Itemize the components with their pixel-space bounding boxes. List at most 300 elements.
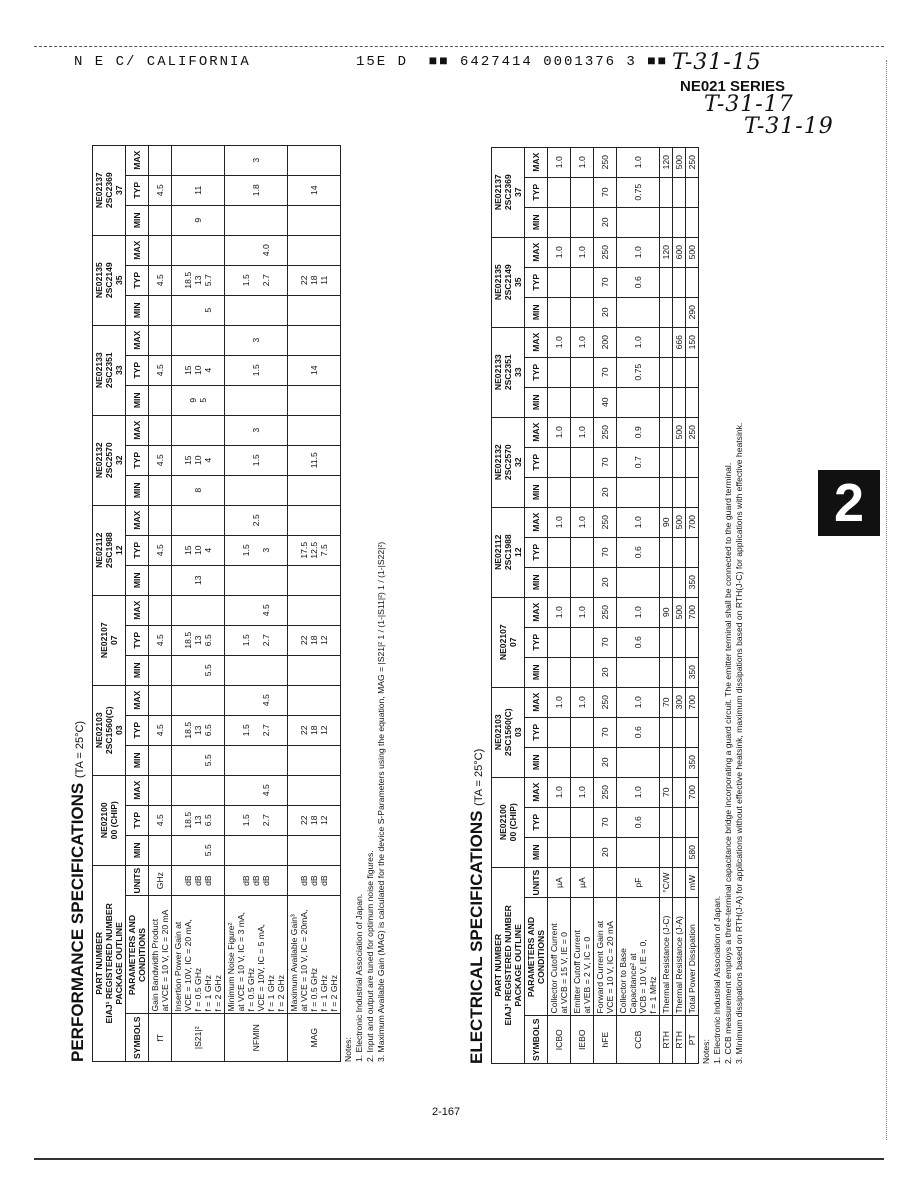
value-cell	[548, 747, 571, 777]
value-cell	[673, 777, 686, 807]
min-typ-max-header: MIN	[525, 477, 548, 507]
value-cell: 0.6	[617, 627, 660, 657]
value-cell: 1.0	[617, 237, 660, 267]
min-typ-max-header: TYP	[126, 175, 149, 205]
value-cell	[571, 537, 594, 567]
value-cell	[673, 747, 686, 777]
units-cell: GHz	[149, 865, 172, 896]
value-cell: 250	[594, 687, 617, 717]
min-typ-max-header: TYP	[525, 177, 548, 207]
value-cell: 250	[594, 597, 617, 627]
value-cell	[571, 297, 594, 327]
value-cell	[617, 747, 660, 777]
part-header: NE02132 2SC2570 32	[93, 415, 126, 505]
value-cell: 250	[594, 777, 617, 807]
value-cell: 22 18 12	[288, 805, 341, 835]
units-cell: µA	[571, 867, 594, 898]
note-item: 2. Input and output are tuned for optimum noise figures.	[365, 850, 375, 1062]
notes	[343, 130, 387, 1062]
value-cell	[673, 267, 686, 297]
min-typ-max-header: TYP	[525, 627, 548, 657]
table-row	[288, 145, 341, 1061]
value-cell	[673, 537, 686, 567]
value-cell	[548, 717, 571, 747]
part-header: NE02103 2SC1560(C) 03	[492, 687, 525, 777]
table-row	[594, 147, 617, 1063]
value-cell: 4.5	[149, 535, 172, 565]
value-cell	[149, 685, 172, 715]
min-typ-max-header: MAX	[126, 685, 149, 715]
value-cell: 4.5	[149, 715, 172, 745]
symbols-header: SYMBOLS	[126, 1014, 149, 1062]
value-cell: 1.0	[548, 597, 571, 627]
parameter-cell: Gain Bandwidth Product at VCE = 10 V, IC = 20 mA	[149, 896, 172, 1014]
value-cell: 70	[594, 267, 617, 297]
value-cell	[660, 747, 673, 777]
min-typ-max-header: TYP	[126, 355, 149, 385]
value-cell	[673, 627, 686, 657]
min-typ-max-header: MIN	[126, 475, 149, 505]
value-cell: 700	[686, 687, 699, 717]
value-cell	[571, 477, 594, 507]
part-header: NE02112 2SC1988 12	[492, 507, 525, 597]
value-cell	[548, 447, 571, 477]
value-cell	[288, 745, 341, 775]
series-title: NE021 SERIES	[680, 78, 786, 95]
value-cell: 1.0	[548, 777, 571, 807]
min-typ-max-header: MAX	[126, 235, 149, 265]
value-cell	[660, 207, 673, 237]
value-cell	[149, 385, 172, 415]
value-cell	[660, 177, 673, 207]
value-cell: 1.0	[617, 597, 660, 627]
value-cell: 666	[673, 327, 686, 357]
symbol-cell: NFMIN	[225, 1014, 288, 1062]
value-cell	[660, 357, 673, 387]
value-cell	[149, 325, 172, 355]
min-typ-max-header: TYP	[525, 447, 548, 477]
symbol-cell: RTH	[660, 1016, 673, 1064]
value-cell	[571, 657, 594, 687]
min-typ-max-header: MIN	[525, 297, 548, 327]
value-cell	[673, 807, 686, 837]
value-cell	[548, 357, 571, 387]
units-header: UNITS	[525, 867, 548, 898]
value-cell: 1.5 2.7	[225, 805, 288, 835]
value-cell: 250	[594, 417, 617, 447]
value-cell: 1.0	[571, 147, 594, 177]
value-cell: 20	[594, 207, 617, 237]
min-typ-max-header: MIN	[525, 747, 548, 777]
value-cell: 22 18 12	[288, 625, 341, 655]
min-typ-max-header: MIN	[126, 385, 149, 415]
units-cell: °C/W	[660, 867, 673, 898]
value-cell	[571, 207, 594, 237]
value-cell	[660, 657, 673, 687]
min-typ-max-header: MAX	[126, 145, 149, 175]
value-cell: 0.75	[617, 177, 660, 207]
value-cell: 5.5	[172, 835, 225, 865]
min-typ-max-header: MIN	[126, 295, 149, 325]
value-cell	[660, 537, 673, 567]
parameter-cell: Thermal Resistance (J-C)	[660, 898, 673, 1016]
value-cell: 14	[288, 355, 341, 385]
value-cell	[660, 717, 673, 747]
min-typ-max-header: TYP	[126, 805, 149, 835]
value-cell	[288, 835, 341, 865]
part-header: NE02100 00 (CHIP)	[93, 775, 126, 865]
value-cell	[686, 477, 699, 507]
value-cell	[149, 475, 172, 505]
table-row	[660, 147, 673, 1063]
min-typ-max-header: MAX	[525, 777, 548, 807]
units-header: UNITS	[126, 865, 149, 896]
value-cell	[172, 505, 225, 535]
units-cell	[594, 867, 617, 898]
value-cell	[571, 807, 594, 837]
value-cell	[673, 657, 686, 687]
value-cell: 70	[594, 717, 617, 747]
table-row	[548, 147, 571, 1063]
value-cell	[288, 205, 341, 235]
value-cell: 1.8	[225, 175, 288, 205]
part-header: NE02107 07	[93, 595, 126, 685]
min-typ-max-header: MIN	[126, 565, 149, 595]
value-cell	[617, 297, 660, 327]
min-typ-max-header: MIN	[525, 657, 548, 687]
part-header-label: PART NUMBER EIAJ¹ REGISTERED NUMBER PACKAGE OUTLINE	[492, 867, 525, 1063]
value-cell	[172, 235, 225, 265]
part-header: NE02137 2SC2369 37	[93, 145, 126, 235]
value-cell: 70	[594, 807, 617, 837]
min-typ-max-header: MIN	[525, 837, 548, 867]
min-typ-max-header: MAX	[126, 595, 149, 625]
symbol-cell: IEBO	[571, 1016, 594, 1064]
value-cell: 1.0	[617, 147, 660, 177]
value-cell: 250	[686, 417, 699, 447]
note-item: 1. Electronic Industrial Association of Japan.	[354, 893, 364, 1062]
units-cell	[673, 867, 686, 898]
min-typ-max-header: MIN	[525, 387, 548, 417]
value-cell	[686, 537, 699, 567]
value-cell	[686, 207, 699, 237]
value-cell	[288, 685, 341, 715]
parameter-cell: Emitter Cutoff Current at VEB = 2 V, IC = 0	[571, 898, 594, 1016]
symbol-cell: hFE	[594, 1016, 617, 1064]
value-cell	[571, 747, 594, 777]
table-row	[686, 147, 699, 1063]
value-cell: 1.0	[571, 417, 594, 447]
value-cell: 4.5	[149, 355, 172, 385]
value-cell: 1.0	[617, 687, 660, 717]
value-cell	[225, 475, 288, 505]
units-cell: dB dB dB	[225, 865, 288, 896]
value-cell: 700	[686, 507, 699, 537]
min-typ-max-header: TYP	[126, 445, 149, 475]
value-cell: 300	[673, 687, 686, 717]
note-item: 2. CCB measurement employs a three-terminal capacitance bridge incorporating a guard circuit. The emitter terminal shall be connected to the guard terminal.	[723, 462, 733, 1064]
table-row	[149, 145, 172, 1061]
value-cell: 0.6	[617, 267, 660, 297]
value-cell	[288, 775, 341, 805]
value-cell	[571, 627, 594, 657]
value-cell: 9	[172, 205, 225, 235]
value-cell: 2.5	[225, 505, 288, 535]
value-cell: 1.5 2.7	[225, 265, 288, 295]
value-cell	[548, 567, 571, 597]
value-cell	[225, 655, 288, 685]
symbol-cell: RTH	[673, 1016, 686, 1064]
symbol-cell: ICBO	[548, 1016, 571, 1064]
part-header: NE02107 07	[492, 597, 525, 687]
parameter-cell: Thermal Resistance (J-A)	[673, 898, 686, 1016]
parameters-header: PARAMETERS AND CONDITIONS	[525, 898, 548, 1016]
value-cell: 4.5	[149, 445, 172, 475]
handwritten-note-2: T-31-17	[704, 92, 794, 117]
top-rule	[34, 46, 884, 47]
value-cell	[686, 807, 699, 837]
value-cell: 250	[594, 147, 617, 177]
value-cell: 1.0	[571, 327, 594, 357]
value-cell	[288, 145, 341, 175]
symbol-cell: PT	[686, 1016, 699, 1064]
header-left: N E C/ CALIFORNIA	[74, 54, 251, 70]
value-cell: 3	[225, 145, 288, 175]
value-cell: 0.7	[617, 447, 660, 477]
performance-block	[68, 130, 388, 1062]
value-cell	[673, 567, 686, 597]
value-cell	[660, 297, 673, 327]
units-cell: µA	[548, 867, 571, 898]
min-typ-max-header: MIN	[126, 655, 149, 685]
value-cell	[673, 477, 686, 507]
min-typ-max-header: TYP	[126, 625, 149, 655]
value-cell: 4.5	[225, 595, 288, 625]
value-cell	[686, 387, 699, 417]
value-cell: 250	[594, 237, 617, 267]
value-cell: 1.0	[571, 237, 594, 267]
value-cell	[225, 745, 288, 775]
table-row	[172, 145, 225, 1061]
value-cell	[172, 595, 225, 625]
value-cell	[660, 567, 673, 597]
value-cell: 20	[594, 567, 617, 597]
value-cell: 5	[172, 295, 225, 325]
value-cell	[673, 297, 686, 327]
value-cell: 0.6	[617, 537, 660, 567]
value-cell	[149, 505, 172, 535]
value-cell	[660, 327, 673, 357]
value-cell	[149, 835, 172, 865]
value-cell	[172, 325, 225, 355]
value-cell: 18.5 13 5.7	[172, 265, 225, 295]
value-cell	[288, 325, 341, 355]
value-cell	[225, 565, 288, 595]
table-row	[571, 147, 594, 1063]
value-cell	[548, 177, 571, 207]
table-row	[225, 145, 288, 1061]
value-cell	[673, 447, 686, 477]
value-cell: 4.5	[149, 265, 172, 295]
value-cell	[225, 835, 288, 865]
performance-table	[92, 145, 341, 1062]
value-cell	[571, 567, 594, 597]
value-cell: 15 10 4	[172, 355, 225, 385]
value-cell	[288, 415, 341, 445]
min-typ-max-header: TYP	[525, 717, 548, 747]
value-cell	[149, 775, 172, 805]
value-cell: 0.75	[617, 357, 660, 387]
value-cell: 17.5 12.5 7.5	[288, 535, 341, 565]
value-cell: 70	[594, 627, 617, 657]
value-cell: 1.0	[617, 327, 660, 357]
symbol-cell: CCB	[617, 1016, 660, 1064]
value-cell	[660, 387, 673, 417]
value-cell: 3	[225, 325, 288, 355]
value-cell: 70	[660, 687, 673, 717]
min-typ-max-header: MAX	[525, 327, 548, 357]
electrical-table	[491, 147, 699, 1064]
value-cell: 20	[594, 657, 617, 687]
value-cell: 4.5	[225, 775, 288, 805]
value-cell	[548, 297, 571, 327]
value-cell	[617, 567, 660, 597]
value-cell: 18.5 13 6.5	[172, 805, 225, 835]
value-cell	[288, 655, 341, 685]
value-cell	[548, 537, 571, 567]
value-cell	[288, 235, 341, 265]
part-header: NE02112 2SC1988 12	[93, 505, 126, 595]
value-cell	[548, 477, 571, 507]
parameter-cell: Maximum Available Gain³ at VCE = 10 V, IC = 20mA, f = 0.5 GHz f = 1 GHz f = 2 GHz	[288, 896, 341, 1014]
value-cell	[172, 685, 225, 715]
value-cell	[571, 837, 594, 867]
value-cell: 1.0	[548, 507, 571, 537]
part-header: NE02133 2SC2351 33	[93, 325, 126, 415]
value-cell: 70	[594, 447, 617, 477]
min-typ-max-header: TYP	[126, 535, 149, 565]
value-cell: 500	[673, 507, 686, 537]
min-typ-max-header: MAX	[126, 505, 149, 535]
header-right: 15E D ■■ 6427414 0001376 3 ■■	[356, 54, 669, 70]
value-cell	[660, 417, 673, 447]
value-cell: 290	[686, 297, 699, 327]
value-cell	[660, 807, 673, 837]
min-typ-max-header: MIN	[126, 745, 149, 775]
value-cell: 1.0	[548, 417, 571, 447]
note-item: 1. Electronic Industrial Association of Japan.	[712, 895, 722, 1064]
handwritten-note-1: T-31-15	[672, 50, 762, 75]
value-cell	[686, 717, 699, 747]
units-cell: dB dB dB	[172, 865, 225, 896]
value-cell: 13	[172, 565, 225, 595]
value-cell	[673, 177, 686, 207]
units-cell: pF	[617, 867, 660, 898]
value-cell	[660, 627, 673, 657]
section-title: PERFORMANCE SPECIFICATIONS (TA = 25°C)	[68, 720, 87, 1062]
value-cell: 1.0	[617, 507, 660, 537]
value-cell: 350	[686, 567, 699, 597]
value-cell	[172, 775, 225, 805]
part-header: NE02103 2SC1560(C) 03	[93, 685, 126, 775]
value-cell: 0.6	[617, 717, 660, 747]
value-cell	[149, 565, 172, 595]
value-cell: 20	[594, 747, 617, 777]
section-title: ELECTRICAL SPECIFICATIONS (TA = 25°C)	[467, 748, 486, 1064]
value-cell: 1.0	[548, 147, 571, 177]
value-cell: 120	[660, 237, 673, 267]
min-typ-max-header: MAX	[525, 687, 548, 717]
value-cell	[673, 387, 686, 417]
min-typ-max-header: MIN	[525, 567, 548, 597]
symbols-header: SYMBOLS	[525, 1016, 548, 1064]
value-cell: 250	[686, 147, 699, 177]
min-typ-max-header: TYP	[525, 537, 548, 567]
value-cell: 700	[686, 777, 699, 807]
value-cell	[548, 267, 571, 297]
units-cell: dB dB dB	[288, 865, 341, 896]
value-cell: 4.0	[225, 235, 288, 265]
value-cell: 120	[660, 147, 673, 177]
value-cell: 22 18 11	[288, 265, 341, 295]
symbol-cell: fT	[149, 1014, 172, 1062]
value-cell	[686, 267, 699, 297]
value-cell: 1.0	[571, 597, 594, 627]
part-header: NE02132 2SC2570 32	[492, 417, 525, 507]
value-cell: 700	[686, 597, 699, 627]
min-typ-max-header: MAX	[126, 415, 149, 445]
parameter-cell: Minimum Noise Figure² at VCE = 10 V, IC = 3 mA, f = 0.5 GHz VCE = 10V, IC = 5 mA, f = 1 GHz f = 2 GHz	[225, 896, 288, 1014]
min-typ-max-header: TYP	[525, 807, 548, 837]
value-cell: 5.5	[172, 745, 225, 775]
value-cell	[172, 145, 225, 175]
value-cell: 11	[172, 175, 225, 205]
value-cell: 8	[172, 475, 225, 505]
value-cell: 40	[594, 387, 617, 417]
value-cell: 580	[686, 837, 699, 867]
value-cell: 1.5 2.7	[225, 625, 288, 655]
value-cell	[225, 295, 288, 325]
value-cell: 250	[594, 507, 617, 537]
value-cell: 4.5	[149, 175, 172, 205]
value-cell: 1.5 2.7	[225, 715, 288, 745]
value-cell: 600	[673, 237, 686, 267]
value-cell	[673, 717, 686, 747]
value-cell	[617, 837, 660, 867]
value-cell	[617, 387, 660, 417]
handwritten-note-3: T-31-19	[744, 114, 834, 139]
value-cell: 18.5 13 6.5	[172, 625, 225, 655]
parameter-cell: Forward Current Gain at VCE = 10 V, IC = 20 mA	[594, 898, 617, 1016]
value-cell: 15 10 4	[172, 535, 225, 565]
value-cell	[673, 207, 686, 237]
value-cell	[571, 357, 594, 387]
value-cell	[571, 267, 594, 297]
note-item: 3. Minimum dissipations based on RTH(J-A) for applications without effective heatsink, maximum dissipations based on RTH(J-C) for applications with effective heatsink.	[734, 422, 744, 1064]
value-cell: 14	[288, 175, 341, 205]
value-cell	[686, 447, 699, 477]
value-cell: 350	[686, 747, 699, 777]
section-tab: 2	[818, 470, 880, 536]
value-cell: 0.6	[617, 807, 660, 837]
min-typ-max-header: TYP	[525, 357, 548, 387]
min-typ-max-header: MAX	[525, 417, 548, 447]
value-cell	[660, 447, 673, 477]
parameter-cell: Total Power Dissipation	[686, 898, 699, 1016]
parameter-cell: Collector Cutoff Current at VCB = 15 V, IE = 0	[548, 898, 571, 1016]
table-row	[617, 147, 660, 1063]
value-cell: 15 10 4	[172, 445, 225, 475]
